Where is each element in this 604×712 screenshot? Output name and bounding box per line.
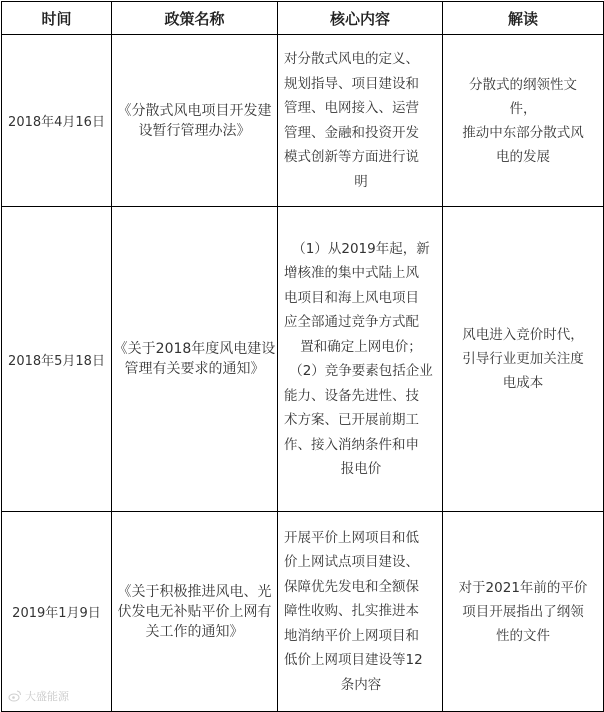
core-line: 明 <box>354 173 368 190</box>
cell-core-content <box>278 512 443 712</box>
core-line: 价上网试点项目建设、 <box>284 554 419 571</box>
weibo-logo-icon <box>8 689 22 703</box>
core-line: 术方案、已开展前期工 <box>284 412 419 428</box>
cell-interpretation <box>443 35 604 207</box>
core-line: 地消纳平价上网项目和 <box>284 627 419 644</box>
read-line: 分散式的纲领性文 <box>469 76 577 93</box>
table-header-row <box>2 2 604 35</box>
core-line: 模式创新等方面进行说 <box>284 149 419 165</box>
policy-name-line: 设暂行管理办法》 <box>138 122 251 139</box>
policy-name-line: 管理有关要求的通知》 <box>124 361 265 377</box>
core-line: 开展平价上网项目和低 <box>284 529 419 546</box>
core-line: 报电价 <box>340 461 382 477</box>
core-line: 管理、金融和投资开发 <box>284 124 419 141</box>
core-line: 管理、电网接入、运营 <box>284 100 419 116</box>
cell-interpretation <box>443 207 604 512</box>
cell-date: 2018年4月16日 <box>2 35 112 207</box>
read-line: 推动中东部分散式风 <box>462 124 584 141</box>
core-line: 应全部通过竞争方式配 <box>284 314 419 330</box>
read-line: 风电进入竞价时代， <box>462 327 584 343</box>
policy-name-line: 伏发电无补贴平价上网有 <box>117 603 272 620</box>
header-policy-name: 政策名称 <box>112 2 278 35</box>
core-line: 条内容 <box>340 676 382 693</box>
header-core-content: 核心内容 <box>278 2 443 35</box>
read-line: 电的发展 <box>496 148 550 165</box>
watermark <box>8 688 69 704</box>
cell-policy-name <box>112 35 278 207</box>
policy-name-line: 关工作的通知》 <box>145 623 244 640</box>
core-line: （1）从2019年起，新 <box>292 240 430 257</box>
table-row <box>2 207 604 512</box>
read-line: 引导行业更加关注度 <box>462 351 584 367</box>
cell-policy-name <box>112 207 278 512</box>
read-line: 性的文件 <box>496 627 550 644</box>
cell-core-content <box>278 35 443 207</box>
watermark-text: 大盛能源 <box>25 690 69 703</box>
cell-interpretation <box>443 512 604 712</box>
cell-date: 2018年5月18日 <box>2 207 112 512</box>
cell-policy-name <box>112 512 278 712</box>
core-line: 能力、设备先进性、技 <box>284 387 419 404</box>
core-line: 障性收购、扎实推进本 <box>284 603 419 620</box>
cell-date: 2019年1月9日 <box>2 512 112 712</box>
table-row <box>2 35 604 207</box>
core-line: 置和确定上网电价； <box>300 338 422 355</box>
read-line: 电成本 <box>502 375 544 391</box>
core-line: 增核准的集中式陆上风 <box>284 265 419 281</box>
core-line: 低价上网项目建设等12 <box>284 652 423 669</box>
read-line: 件， <box>509 100 537 117</box>
core-line: 保障优先发电和全额保 <box>284 578 419 595</box>
table-row <box>2 512 604 712</box>
policy-name-line: 《关于2018年度风电建设 <box>113 341 276 357</box>
policy-name-line: 《关于积极推进风电、光 <box>117 583 272 600</box>
policy-name-line: 《分散式风电项目开发建 <box>117 102 272 119</box>
core-line: 对分散式风电的定义、 <box>284 51 419 67</box>
core-line: 规划指导、项目建设和 <box>284 75 419 92</box>
header-time: 时间 <box>2 2 112 35</box>
policy-table <box>1 1 604 712</box>
core-line: 电项目和海上风电项目 <box>284 289 419 306</box>
read-line: 对于2021年前的平价 <box>458 579 588 596</box>
core-line: （2）竞争要素包括企业 <box>289 363 433 379</box>
cell-core-content <box>278 207 443 512</box>
header-interpretation: 解读 <box>443 2 604 35</box>
core-line: 作、接入消纳条件和申 <box>284 436 419 453</box>
read-line: 项目开展指出了纲领 <box>462 603 584 620</box>
